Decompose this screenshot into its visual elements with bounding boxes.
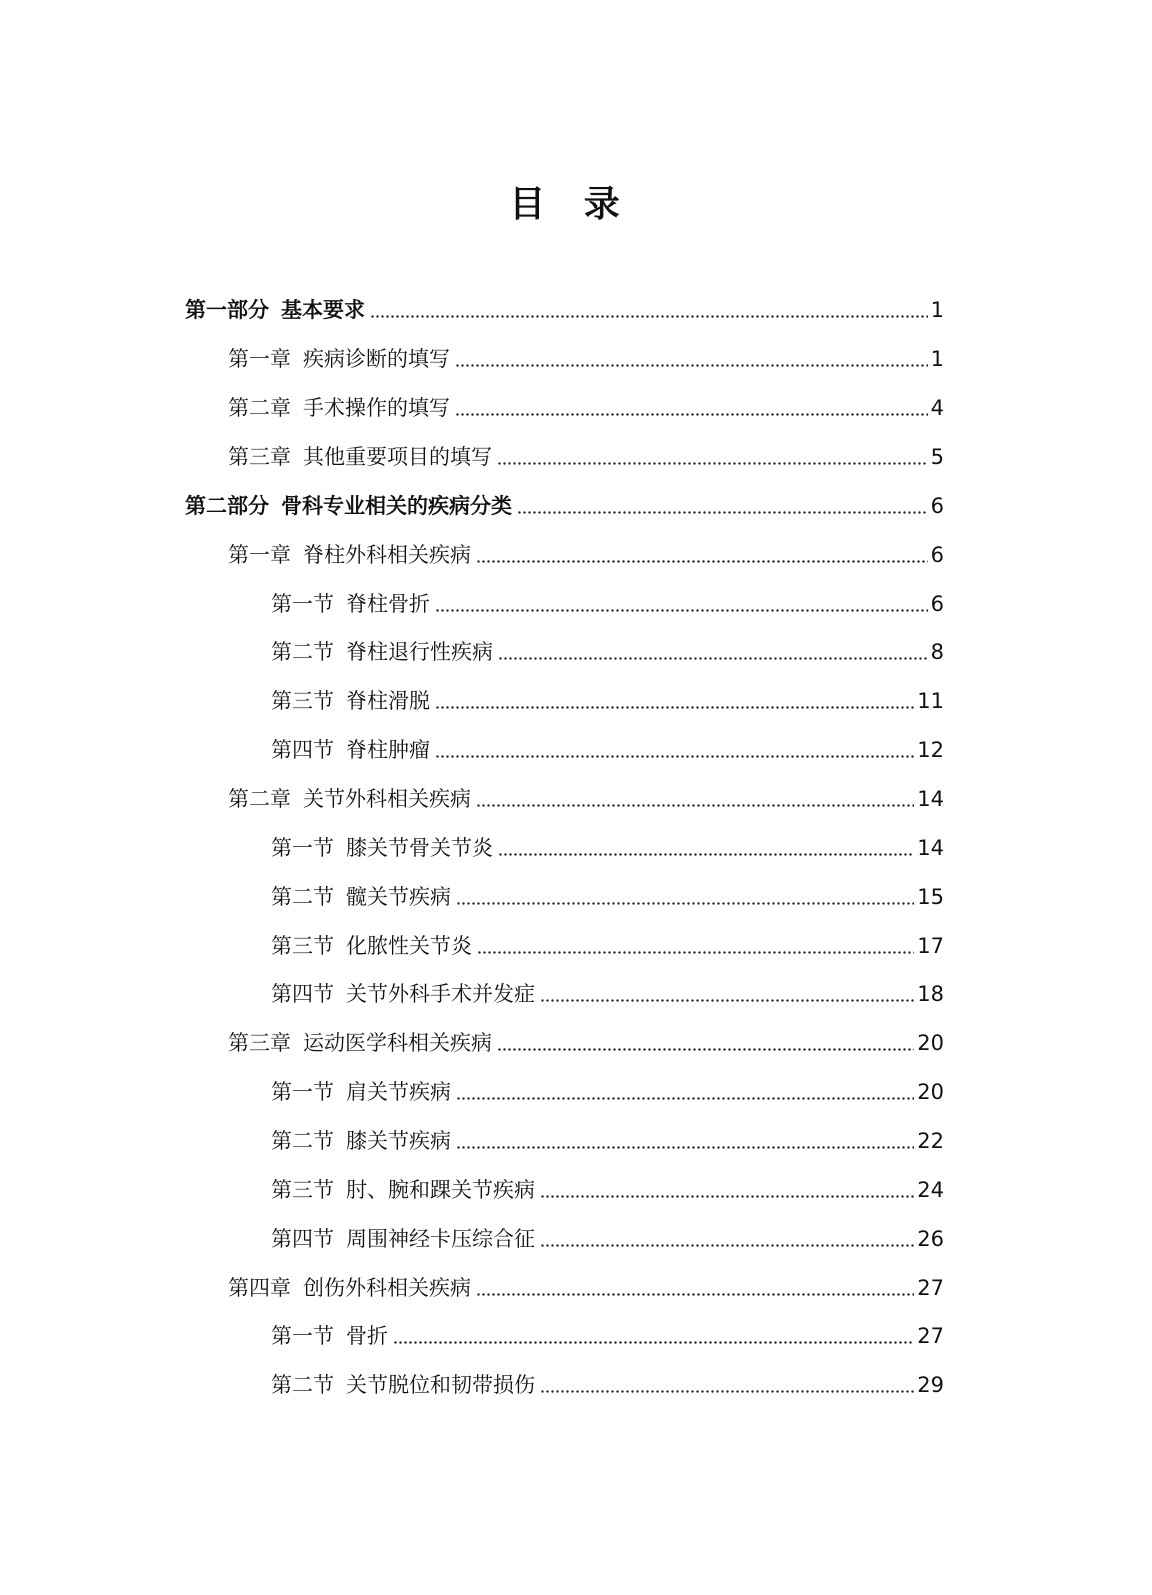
- toc-entry: [185, 726, 944, 775]
- page-number: 27: [917, 1275, 944, 1300]
- toc-entry-label: 第二节: [271, 1373, 334, 1398]
- toc-entry: [185, 335, 944, 384]
- toc-entry-title: 基本要求: [281, 298, 365, 323]
- dot-leader: [498, 446, 928, 468]
- toc-entry-title: 关节脱位和韧带损伤: [346, 1373, 535, 1398]
- toc-entry-title: 创伤外科相关疾病: [303, 1275, 471, 1300]
- page-number: 20: [917, 1031, 944, 1056]
- toc-entry-title: 手术操作的填写: [303, 396, 450, 421]
- toc-entry-title: 关节外科手术并发症: [346, 982, 535, 1007]
- toc-entry: [185, 1165, 944, 1214]
- toc-entry-label: 第二部分: [185, 493, 269, 518]
- page-number: 6: [930, 542, 944, 567]
- toc-entry-label: 第四章: [228, 1275, 291, 1300]
- dot-leader: [436, 739, 914, 761]
- toc-entry: [185, 775, 944, 824]
- dot-leader: [518, 495, 928, 517]
- toc-entry-title: 疾病诊断的填写: [303, 347, 450, 372]
- dot-leader: [394, 1325, 914, 1347]
- toc-entry-label: 第二节: [271, 884, 334, 909]
- page-number: 6: [930, 591, 944, 616]
- page-number: 27: [917, 1324, 944, 1349]
- toc-entry: [185, 1068, 944, 1117]
- dot-leader: [477, 1277, 914, 1299]
- toc-entry: [185, 921, 944, 970]
- toc-entry-label: 第四节: [271, 982, 334, 1007]
- dot-leader: [436, 690, 914, 712]
- toc-entry: [185, 1117, 944, 1166]
- toc-entry-label: 第三节: [271, 933, 334, 958]
- page-number: 14: [917, 787, 944, 812]
- page-number: 1: [930, 298, 944, 323]
- toc-entry-label: 第二章: [228, 787, 291, 812]
- toc-entry-title: 膝关节疾病: [346, 1129, 451, 1154]
- toc-entry-label: 第二节: [271, 640, 334, 665]
- page-number: 29: [917, 1373, 944, 1398]
- toc-entry-title: 脊柱滑脱: [346, 689, 430, 714]
- toc-entry-title: 其他重要项目的填写: [303, 445, 492, 469]
- page-number: 15: [917, 884, 944, 909]
- toc-entry-title: 脊柱肿瘤: [346, 738, 430, 763]
- dot-leader: [541, 983, 914, 1005]
- toc-entry-label: 第一节: [271, 1324, 334, 1349]
- dot-leader: [456, 348, 928, 370]
- toc-entry: [185, 872, 944, 921]
- toc-entry-label: 第一节: [271, 1080, 334, 1105]
- toc-entry: [185, 286, 944, 335]
- toc-entry-label: 第四节: [271, 1226, 334, 1251]
- page-number: 6: [930, 493, 944, 518]
- page-number: 4: [930, 396, 944, 421]
- toc-entry-label: 第一部分: [185, 298, 269, 323]
- toc-entry: [185, 1019, 944, 1068]
- dot-leader: [541, 1374, 914, 1396]
- toc-entry-title: 肩关节疾病: [346, 1080, 451, 1105]
- page-number: 22: [917, 1129, 944, 1154]
- page-number: 11: [917, 689, 944, 714]
- toc-entry-title: 脊柱骨折: [346, 591, 430, 616]
- toc-entry: [185, 1214, 944, 1263]
- toc-entry-label: 第四节: [271, 738, 334, 763]
- dot-leader: [457, 1130, 914, 1152]
- toc-entry: [185, 481, 944, 530]
- toc-entry-label: 第一章: [228, 542, 291, 567]
- toc-entry: [185, 628, 944, 677]
- toc-entry-title: 周围神经卡压综合征: [346, 1226, 535, 1251]
- toc-entry-label: 第三章: [228, 1031, 291, 1056]
- dot-leader: [457, 1081, 914, 1103]
- toc-entry: [185, 1361, 944, 1410]
- toc-entry-title: 肘、腕和踝关节疾病: [346, 1177, 535, 1202]
- page-number: 1: [930, 347, 944, 372]
- dot-leader: [477, 544, 928, 566]
- toc-entry-title: 髋关节疾病: [346, 884, 451, 909]
- toc-entry-title: 化脓性关节炎: [346, 933, 472, 958]
- toc-entry: [185, 530, 944, 579]
- toc-entry-title: 脊柱外科相关疾病: [303, 542, 471, 567]
- dot-leader: [478, 935, 914, 957]
- page-number: 24: [917, 1177, 944, 1202]
- toc-entry-label: 第一章: [228, 347, 291, 372]
- toc-entry-label: 第三节: [271, 1177, 334, 1202]
- dot-leader: [499, 641, 928, 663]
- toc-entry-title: 骨科专业相关的疾病分类: [281, 493, 512, 518]
- page-number: 18: [917, 982, 944, 1007]
- toc-entry-title: 运动医学科相关疾病: [303, 1031, 492, 1056]
- toc-entry-label: 第三章: [228, 445, 291, 469]
- toc-entry-label: 第一节: [271, 835, 334, 860]
- toc-entry: [185, 1312, 944, 1361]
- page-number: 20: [917, 1080, 944, 1105]
- toc-entry-label: 第三节: [271, 689, 334, 714]
- page-number: 12: [917, 738, 944, 763]
- toc-entry-title: 骨折: [346, 1324, 388, 1349]
- toc-entry: [185, 677, 944, 726]
- dot-leader: [457, 886, 914, 908]
- page-number: 26: [917, 1226, 944, 1251]
- page-title: 目 录: [509, 184, 620, 225]
- toc-entry: [185, 823, 944, 872]
- dot-leader: [456, 397, 928, 419]
- toc-entry: [185, 1263, 944, 1312]
- toc-entry: [185, 970, 944, 1019]
- toc-entry: [185, 384, 944, 433]
- toc-entry-title: 膝关节骨关节炎: [346, 835, 493, 860]
- dot-leader: [498, 1032, 914, 1054]
- dot-leader: [499, 837, 914, 859]
- page-number: 17: [917, 933, 944, 958]
- dot-leader: [477, 788, 914, 810]
- dot-leader: [436, 593, 928, 615]
- table-of-contents: [185, 286, 944, 1410]
- toc-entry-label: 第二章: [228, 396, 291, 421]
- dot-leader: [541, 1179, 914, 1201]
- page-number: 14: [917, 835, 944, 860]
- toc-entry-title: 脊柱退行性疾病: [346, 640, 493, 665]
- toc-entry: [185, 579, 944, 628]
- toc-entry-label: 第二节: [271, 1129, 334, 1154]
- page-number: 8: [930, 640, 944, 665]
- dot-leader: [541, 1228, 914, 1250]
- toc-entry-title: 关节外科相关疾病: [303, 787, 471, 812]
- toc-entry: [185, 433, 944, 482]
- dot-leader: [371, 299, 928, 321]
- toc-entry-label: 第一节: [271, 591, 334, 616]
- page-number: 5: [930, 445, 944, 469]
